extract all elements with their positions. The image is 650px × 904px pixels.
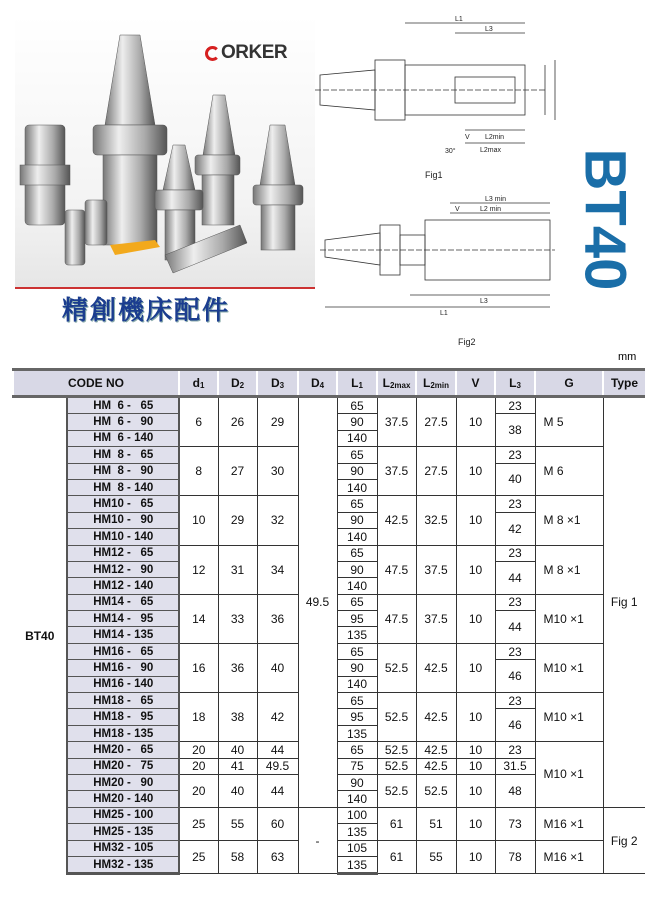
- l1-cell: 90: [337, 512, 377, 528]
- code-cell: HM12 - 65: [67, 545, 179, 561]
- chinese-title: 精創機床配件: [62, 296, 231, 326]
- svg-text:L1: L1: [440, 310, 448, 317]
- svg-text:V: V: [455, 206, 460, 213]
- code-cell: HM18 - 65: [67, 693, 179, 709]
- code-cell: HM32 - 105: [67, 840, 179, 856]
- l1-cell: 65: [337, 447, 377, 463]
- l3-cell: 31.5: [495, 758, 535, 774]
- l1-cell: 65: [337, 545, 377, 561]
- thread-cell: M16 ×1: [535, 807, 603, 840]
- header-type: [603, 370, 645, 397]
- l1-cell: 65: [337, 594, 377, 610]
- svg-text:L2max: L2max: [480, 147, 502, 154]
- l2min-cell: 37.5: [416, 594, 456, 643]
- code-cell: HM14 - 135: [67, 627, 179, 643]
- l2max-cell: 52.5: [377, 774, 416, 807]
- l1-cell: 65: [337, 693, 377, 709]
- code-cell: HM25 - 100: [67, 807, 179, 823]
- d3-cell: 30: [257, 447, 298, 496]
- header-subscript: 2: [239, 381, 245, 390]
- thread-cell: M 5: [535, 397, 603, 447]
- code-cell: HM18 - 135: [67, 725, 179, 741]
- svg-text:V: V: [465, 134, 470, 141]
- code-cell: HM14 - 65: [67, 594, 179, 610]
- fig2-label: Fig2: [458, 337, 476, 347]
- l1-cell: 95: [337, 611, 377, 627]
- table-row: [13, 807, 645, 823]
- l3-cell: 46: [495, 660, 535, 693]
- divider: [15, 287, 315, 289]
- d2-cell: 27: [218, 447, 257, 496]
- brand-logo: [205, 42, 287, 64]
- l1-cell: 100: [337, 807, 377, 823]
- l1-cell: 105: [337, 840, 377, 856]
- l1-cell: 140: [337, 479, 377, 495]
- l3-cell: 73: [495, 807, 535, 840]
- l1-cell: 75: [337, 758, 377, 774]
- l2min-cell: 37.5: [416, 545, 456, 594]
- l2min-cell: 32.5: [416, 496, 456, 545]
- header-text: L: [422, 376, 431, 390]
- l2min-cell: 27.5: [416, 447, 456, 496]
- d2-cell: 58: [218, 840, 257, 874]
- code-cell: HM 8 - 90: [67, 463, 179, 479]
- header-d4: [298, 370, 337, 397]
- header-l2min: [416, 370, 456, 397]
- header-text: L: [509, 376, 517, 390]
- d3-cell: 60: [257, 807, 298, 840]
- header-subscript: 3: [279, 381, 285, 390]
- l2max-cell: 52.5: [377, 742, 416, 758]
- thread-cell: M10 ×1: [535, 643, 603, 692]
- l2max-cell: 52.5: [377, 758, 416, 774]
- d3-cell: 63: [257, 840, 298, 874]
- logo-mark-icon: [205, 46, 220, 61]
- d1-cell: 18: [179, 693, 218, 742]
- code-cell: HM16 - 65: [67, 643, 179, 659]
- l2min-cell: 42.5: [416, 693, 456, 742]
- header-subscript: 1: [199, 381, 205, 390]
- header-d2: [218, 370, 257, 397]
- d3-cell: 44: [257, 742, 298, 758]
- header-v: [456, 370, 495, 397]
- header-subscript: 2min: [430, 381, 449, 390]
- d2-cell: 31: [218, 545, 257, 594]
- svg-text:L3: L3: [480, 298, 488, 305]
- fig1-drawing: [315, 15, 560, 170]
- v-cell: 10: [456, 774, 495, 807]
- code-cell: HM16 - 140: [67, 676, 179, 692]
- header-text: D: [310, 376, 320, 390]
- l3-cell: 23: [495, 643, 535, 659]
- d3-cell: 34: [257, 545, 298, 594]
- v-cell: 10: [456, 397, 495, 447]
- d3-cell: 44: [257, 774, 298, 807]
- l2max-cell: 52.5: [377, 693, 416, 742]
- l3-cell: 40: [495, 463, 535, 496]
- type-cell: Fig 1: [603, 397, 645, 808]
- d2-cell: 26: [218, 397, 257, 447]
- d1-cell: 25: [179, 807, 218, 840]
- l1-cell: 90: [337, 561, 377, 577]
- code-cell: HM 6 - 140: [67, 430, 179, 446]
- header-text: D: [270, 376, 280, 390]
- fig1-label: Fig1: [425, 170, 443, 180]
- header-text: CODE NO: [67, 376, 124, 390]
- l3-cell: 23: [495, 545, 535, 561]
- l3-cell: 23: [495, 594, 535, 610]
- d1-cell: 8: [179, 447, 218, 496]
- thread-cell: M10 ×1: [535, 594, 603, 643]
- v-cell: 10: [456, 594, 495, 643]
- l2max-cell: 42.5: [377, 496, 416, 545]
- header-l2max: [377, 370, 416, 397]
- code-cell: HM20 - 140: [67, 791, 179, 807]
- d2-cell: 36: [218, 643, 257, 692]
- l2min-cell: 51: [416, 807, 456, 840]
- v-cell: 10: [456, 643, 495, 692]
- l2max-cell: 47.5: [377, 594, 416, 643]
- svg-text:L2 min: L2 min: [480, 206, 502, 213]
- d1-cell: 20: [179, 758, 218, 774]
- svg-text:30°: 30°: [445, 148, 456, 155]
- v-cell: 10: [456, 545, 495, 594]
- fig2-drawing: [320, 195, 560, 335]
- d2-cell: 40: [218, 742, 257, 758]
- l3-cell: 23: [495, 742, 535, 758]
- d1-cell: 14: [179, 594, 218, 643]
- l3-cell: 48: [495, 774, 535, 807]
- code-cell: HM20 - 75: [67, 758, 179, 774]
- l1-cell: 90: [337, 660, 377, 676]
- l1-cell: 90: [337, 414, 377, 430]
- code-cell: HM20 - 65: [67, 742, 179, 758]
- code-cell: HM12 - 90: [67, 561, 179, 577]
- l1-cell: 140: [337, 791, 377, 807]
- code-cell: HM18 - 95: [67, 709, 179, 725]
- l1-cell: 65: [337, 643, 377, 659]
- l2min-cell: 52.5: [416, 774, 456, 807]
- l2max-cell: 37.5: [377, 447, 416, 496]
- l1-cell: 135: [337, 824, 377, 840]
- header-text: L: [382, 376, 390, 390]
- d4-cell: -: [298, 807, 337, 874]
- l3-cell: 23: [495, 447, 535, 463]
- header-text: D: [230, 376, 240, 390]
- l2min-cell: 42.5: [416, 643, 456, 692]
- d3-cell: 42: [257, 693, 298, 742]
- code-cell: HM 8 - 65: [67, 447, 179, 463]
- header-text: V: [471, 376, 480, 390]
- v-cell: 10: [456, 807, 495, 840]
- header-l1: [337, 370, 377, 397]
- header-g: [535, 370, 603, 397]
- code-cell: HM25 - 135: [67, 824, 179, 840]
- d1-cell: 16: [179, 643, 218, 692]
- header-text: G: [564, 376, 574, 390]
- l3-cell: 42: [495, 512, 535, 545]
- d4-cell: 49.5: [298, 397, 337, 808]
- d3-cell: 49.5: [257, 758, 298, 774]
- l1-cell: 140: [337, 578, 377, 594]
- type-cell: Fig 2: [603, 807, 645, 874]
- series-cell: BT40: [25, 628, 55, 643]
- header-text: L: [351, 376, 359, 390]
- thread-cell: M 8 ×1: [535, 496, 603, 545]
- v-cell: 10: [456, 496, 495, 545]
- d1-cell: 12: [179, 545, 218, 594]
- code-cell: HM10 - 140: [67, 529, 179, 545]
- code-cell: HM 6 - 90: [67, 414, 179, 430]
- code-cell: HM20 - 90: [67, 774, 179, 790]
- code-cell: HM32 - 135: [67, 856, 179, 873]
- l3-cell: 38: [495, 414, 535, 447]
- code-cell: HM12 - 140: [67, 578, 179, 594]
- d3-cell: 36: [257, 594, 298, 643]
- header-subscript: 1: [358, 381, 363, 390]
- l1-cell: 140: [337, 430, 377, 446]
- unit-label: mm: [618, 351, 637, 363]
- header-l3: [495, 370, 535, 397]
- l1-cell: 90: [337, 774, 377, 790]
- l1-cell: 65: [337, 397, 377, 414]
- header-subscript: 2max: [389, 381, 411, 390]
- header-d1: [179, 370, 218, 397]
- d2-cell: 29: [218, 496, 257, 545]
- l2min-cell: 27.5: [416, 397, 456, 447]
- code-cell: HM10 - 65: [67, 496, 179, 512]
- header-d3: [257, 370, 298, 397]
- d2-cell: 55: [218, 807, 257, 840]
- l1-cell: 140: [337, 529, 377, 545]
- l1-cell: 95: [337, 709, 377, 725]
- spec-table: [12, 368, 645, 875]
- thread-cell: M 8 ×1: [535, 545, 603, 594]
- d2-cell: 41: [218, 758, 257, 774]
- l3-cell: 44: [495, 561, 535, 594]
- l1-cell: 65: [337, 496, 377, 512]
- d3-cell: 40: [257, 643, 298, 692]
- svg-text:L2min: L2min: [485, 134, 505, 141]
- thread-cell: M 6: [535, 447, 603, 496]
- header-text: d: [192, 376, 200, 390]
- d2-cell: 38: [218, 693, 257, 742]
- svg-text:L1: L1: [455, 16, 463, 23]
- l2max-cell: 61: [377, 807, 416, 840]
- d3-cell: 32: [257, 496, 298, 545]
- l3-cell: 44: [495, 611, 535, 644]
- svg-text:L3: L3: [485, 26, 493, 33]
- d1-cell: 25: [179, 840, 218, 874]
- d1-cell: 6: [179, 397, 218, 447]
- l1-cell: 135: [337, 725, 377, 741]
- v-cell: 10: [456, 758, 495, 774]
- l2max-cell: 37.5: [377, 397, 416, 447]
- l1-cell: 135: [337, 627, 377, 643]
- l1-cell: 140: [337, 676, 377, 692]
- l3-cell: 78: [495, 840, 535, 874]
- d2-cell: 40: [218, 774, 257, 807]
- code-cell: HM16 - 90: [67, 660, 179, 676]
- l2min-cell: 55: [416, 840, 456, 874]
- header-code-no: [13, 370, 179, 397]
- table-header-row: [13, 370, 645, 397]
- header-text: Type: [610, 376, 639, 390]
- v-cell: 10: [456, 840, 495, 874]
- thread-cell: M16 ×1: [535, 840, 603, 874]
- d3-cell: 29: [257, 397, 298, 447]
- table-row: [13, 397, 645, 414]
- d1-cell: 20: [179, 774, 218, 807]
- thread-cell: M10 ×1: [535, 693, 603, 742]
- d1-cell: 10: [179, 496, 218, 545]
- code-cell: HM 8 - 140: [67, 479, 179, 495]
- code-cell: HM10 - 90: [67, 512, 179, 528]
- l2max-cell: 47.5: [377, 545, 416, 594]
- v-cell: 10: [456, 447, 495, 496]
- logo-text: ORKER: [221, 42, 288, 63]
- code-cell: HM 6 - 65: [67, 397, 179, 414]
- d1-cell: 20: [179, 742, 218, 758]
- l2max-cell: 52.5: [377, 643, 416, 692]
- l1-cell: 90: [337, 463, 377, 479]
- l3-cell: 23: [495, 693, 535, 709]
- l3-cell: 23: [495, 397, 535, 414]
- v-cell: 10: [456, 693, 495, 742]
- header-subscript: 3: [516, 381, 521, 390]
- l1-cell: 65: [337, 742, 377, 758]
- thread-cell: M10 ×1: [535, 742, 603, 808]
- l3-cell: 23: [495, 496, 535, 512]
- header-subscript: 4: [319, 381, 325, 390]
- l1-cell: 135: [337, 856, 377, 873]
- l3-cell: 46: [495, 709, 535, 742]
- svg-text:L3 min: L3 min: [485, 196, 507, 203]
- l2min-cell: 42.5: [416, 742, 456, 758]
- l2min-cell: 42.5: [416, 758, 456, 774]
- code-cell: HM14 - 95: [67, 611, 179, 627]
- v-cell: 10: [456, 742, 495, 758]
- l2max-cell: 61: [377, 840, 416, 874]
- d2-cell: 33: [218, 594, 257, 643]
- series-title: BT40: [572, 148, 638, 291]
